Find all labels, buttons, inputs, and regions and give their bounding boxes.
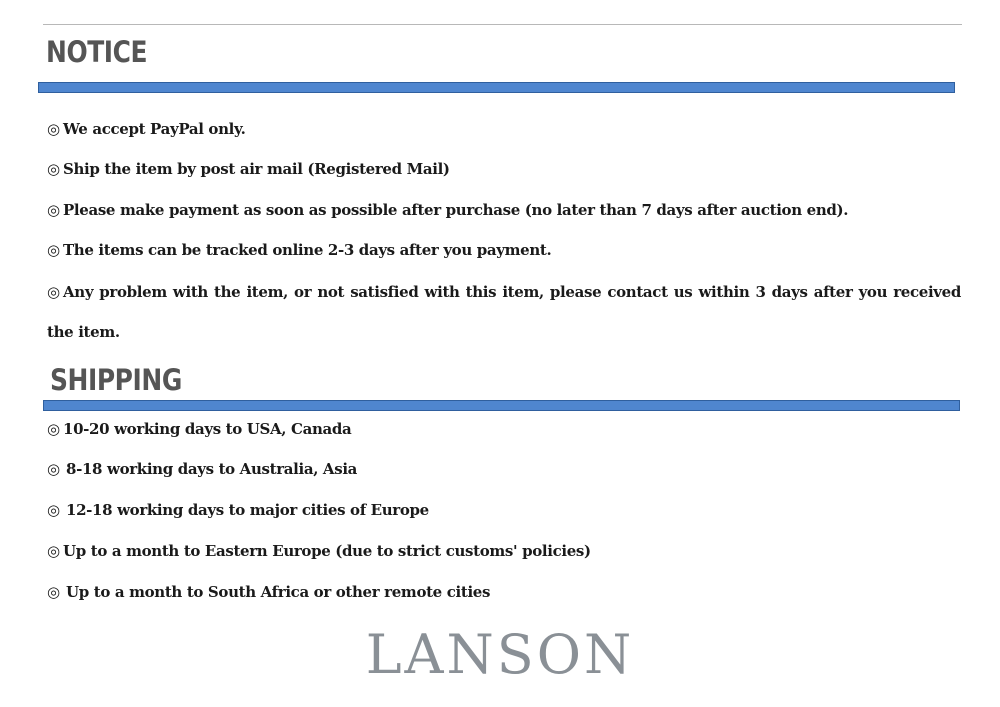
brand-logo: LANSON (365, 623, 635, 686)
bullet-icon: ◎ (47, 283, 60, 301)
shipping-item (47, 544, 591, 559)
notice-item-text: Ship the item by post air mail (Registered Mail) (63, 160, 450, 178)
notice-heading: NOTICE (46, 35, 148, 69)
bullet-icon: ◎ (47, 420, 60, 438)
bullet-icon: ◎ (47, 201, 60, 219)
notice-item (47, 122, 246, 137)
notice-item (47, 243, 551, 258)
notice-item-text: The items can be tracked online 2-3 days after you payment. (63, 241, 552, 259)
shipping-item-text: 8-18 working days to Australia, Asia (66, 460, 358, 478)
bullet-icon: ◎ (47, 460, 60, 478)
bullet-icon: ◎ (47, 241, 60, 259)
shipping-item-text: 10-20 working days to USA, Canada (63, 420, 352, 438)
bullet-icon: ◎ (47, 160, 60, 178)
shipping-item-text: Up to a month to Eastern Europe (due to strict customs' policies) (63, 542, 591, 560)
shipping-item-text: 12-18 working days to major cities of Europe (66, 501, 429, 519)
notice-divider-bar (38, 82, 955, 93)
shipping-item (47, 422, 351, 437)
shipping-item-text: Up to a month to South Africa or other remote cities (66, 583, 491, 601)
notice-item-text: Please make payment as soon as possible after purchase (no later than 7 days after auction end). (63, 201, 849, 219)
top-divider (43, 24, 962, 25)
shipping-item (47, 585, 490, 600)
shipping-divider-bar (43, 400, 960, 411)
notice-item-text: Any problem with the item, or not satisfied with this item, please contact us within 3 days after you received the item. (47, 283, 961, 341)
bullet-icon: ◎ (47, 542, 60, 560)
shipping-item (47, 503, 429, 518)
notice-item (47, 203, 848, 218)
notice-item (47, 272, 961, 352)
shipping-heading: SHIPPING (50, 363, 182, 397)
shipping-item (47, 462, 357, 477)
bullet-icon: ◎ (47, 501, 60, 519)
notice-item (47, 162, 450, 177)
bullet-icon: ◎ (47, 583, 60, 601)
bullet-icon: ◎ (47, 120, 60, 138)
notice-item-text: We accept PayPal only. (63, 120, 246, 138)
